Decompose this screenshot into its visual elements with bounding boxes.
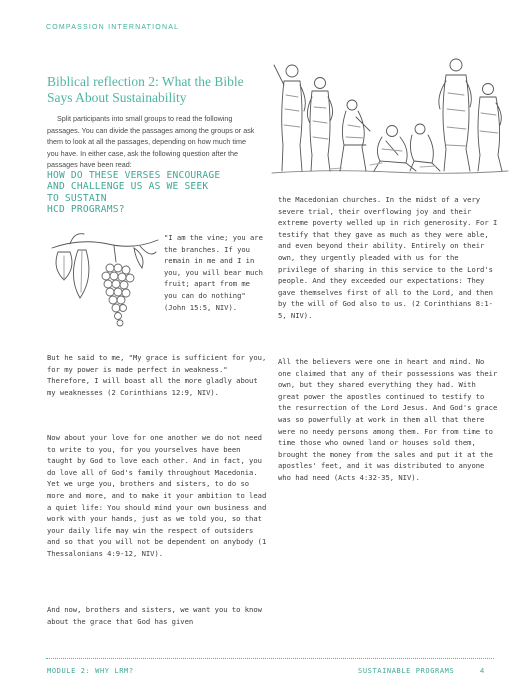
passage-corinthians-12 [47,352,269,398]
passage-acts [278,356,500,484]
group-of-people-illustration [270,45,510,180]
running-header: COMPASSION INTERNATIONAL [46,24,180,31]
passage-brothers-text: And now, brothers and sisters, we want you to know about the grace that God has given [47,605,262,626]
section-title: Biblical reflection 2: What the Bible Says About Sustainability [47,74,244,105]
passage-corinthians-8-start [47,604,269,627]
grape-vine-illustration [50,228,162,338]
question-line: HOW DO THESE VERSES ENCOURAGE [47,170,221,181]
footer-module: MODULE 2: WHY LRM? [47,667,134,675]
page-number: 4 [480,666,485,675]
passage-believers-text: All the believers were one in heart and mind. No one claimed that any of their possessions was their own, but they shared everything they had. With great power the apostles continued to testify to the resurrection of the Lord Jesus. And God's grace was so powerfully at work in them all that there were no needy persons among them. For from time to time those who owned land or houses sold them, brought the money from the sales and put it at the apostles' feet, and it was distributed to anyone who had need (Acts 4:32-35, NIV). [278,357,498,482]
passage-macedonian-text: the Macedonian churches. In the midst of a very severe trial, their overflowing joy and their extreme poverty welled up in rich generosity. For I testify that they gave as much as they were able, and even beyond their ability. Entirely on their own, they urgently pleaded with us for the privilege of sharing in this service to the Lord's people. And they exceeded our expectations: They gave themselves first of all to the Lord, and then by the will of God also to us. (2 Corinthians 8:1-5, NIV). [278,195,498,320]
question-line: HCD PROGRAMS? [47,204,125,216]
footer-section: SUSTAINABLE PROGRAMS [358,667,455,675]
footer-divider [46,658,494,659]
passage-john [164,232,266,313]
intro-text: Split participants into small groups to read the following passages. You can divide the passages among the groups or ask them to look at all the passages, depending on how much time you have. In either case, ask the following question after the passages have been read: [47,114,255,170]
discussion-question [47,170,252,216]
passage-john-text: "I am the vine; you are the branches. If you remain in me and I in you, you will bear much fruit; apart from me you can do nothing" (John 15:5, NIV). [164,233,263,312]
passage-thessalonians [47,432,269,560]
question-line: TO SUSTAIN [47,192,107,204]
passage-corinthians-8-cont [278,194,500,322]
passage-grace-text: But he said to me, "My grace is sufficient for you, for my power is made perfect in weakness." Therefore, I will boast all the more gladly about my weaknesses (2 Corinthians 12:9, NIV). [47,353,267,397]
passage-love-text: Now about your love for one another we do not need to write to you, for you yourselves have been taught by God to love each other. And in fact, you do love all of God's family throughout Macedonia. Yet we urge you, brothers and sisters, to do so more and more, and to make it your ambition to lead a quiet life: You should mind your own business and work with your hands, just as we told you, so that your daily life may win the respect of outsiders and so that you will not be dependent on anybody (1 Thessalonians 4:9-12, NIV). [47,433,267,558]
question-line: AND CHALLENGE US AS WE SEEK [47,181,209,193]
intro-paragraph [47,113,257,171]
